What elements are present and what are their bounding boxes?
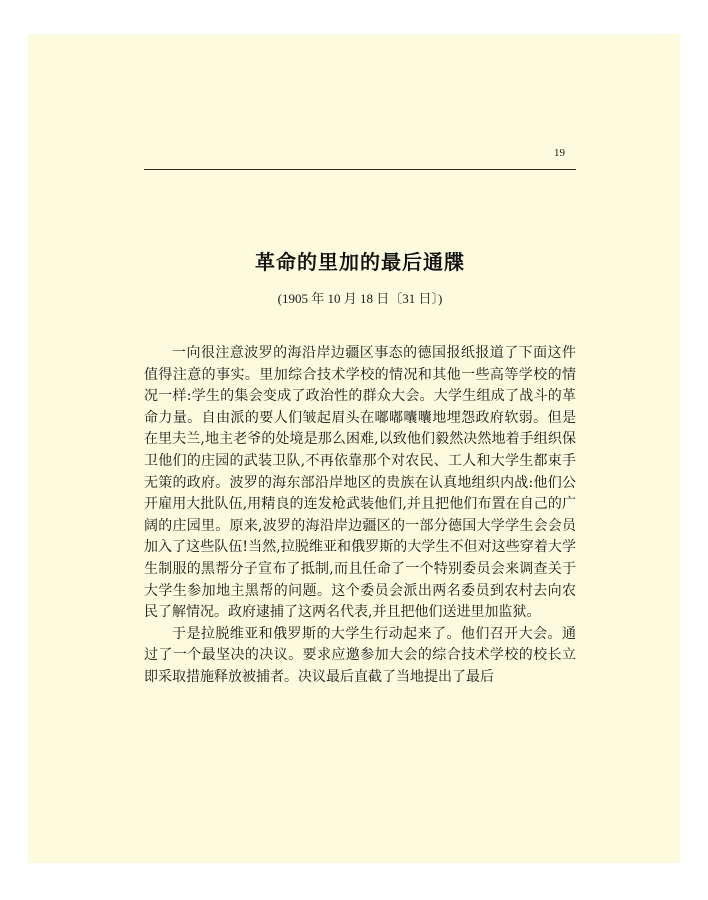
body-text bbox=[144, 343, 576, 689]
page-number: 19 bbox=[554, 147, 565, 159]
chapter-title: 革命的里加的最后通牒 bbox=[255, 250, 465, 274]
paragraph: 于是拉脱维亚和俄罗斯的大学生行动起来了。他们召开大会。通过了一个最坚决的决议。要求应邀参加大会的综合技术学校的校长立即采取措施释放被捕者。决议最后直截了当地提出了最后 bbox=[144, 625, 576, 685]
paragraph: 一向很注意波罗的海沿岸边疆区事态的德国报纸报道了下面这件值得注意的事实。里加综合技术学校的情况和其他一些高等学校的情况一样:学生的集会变成了政治性的群众大会。大学生组成了战斗的革命力量。自由派的要人们皱起眉头在嘟嘟囔囔地埋怨政府软弱。但是在里夫兰,地主老爷的处境是那么困难,以致他们毅然决然地着手组织保卫他们的庄园的武装卫队,不再依靠那个对农民、工人和大学生都束手无策的政府。波罗的海东部沿岸地区的贵族在认真地组织内战:他们公开雇用大批队伍,用精良的连发枪武装他们,并且把他们布置在自己的广阔的庄园里。原来,波罗的海沿岸边疆区的一部分德国大学学生会会员加入了这些队伍!当然,拉脱维亚和俄罗斯的大学生不但对这些穿着大学生制服的黑帮分子宣布了抵制,而且任命了一个特别委员会来调查关于大学生参加地主黑帮的问题。这个委员会派出两名委员到农村去向农民了解情况。政府逮捕了这两名代表,并且把他们送进里加监狱。 bbox=[144, 345, 576, 621]
chapter-date: (1905 年 10 月 18 日〔31 日〕) bbox=[277, 291, 443, 306]
header-rule bbox=[144, 169, 576, 170]
